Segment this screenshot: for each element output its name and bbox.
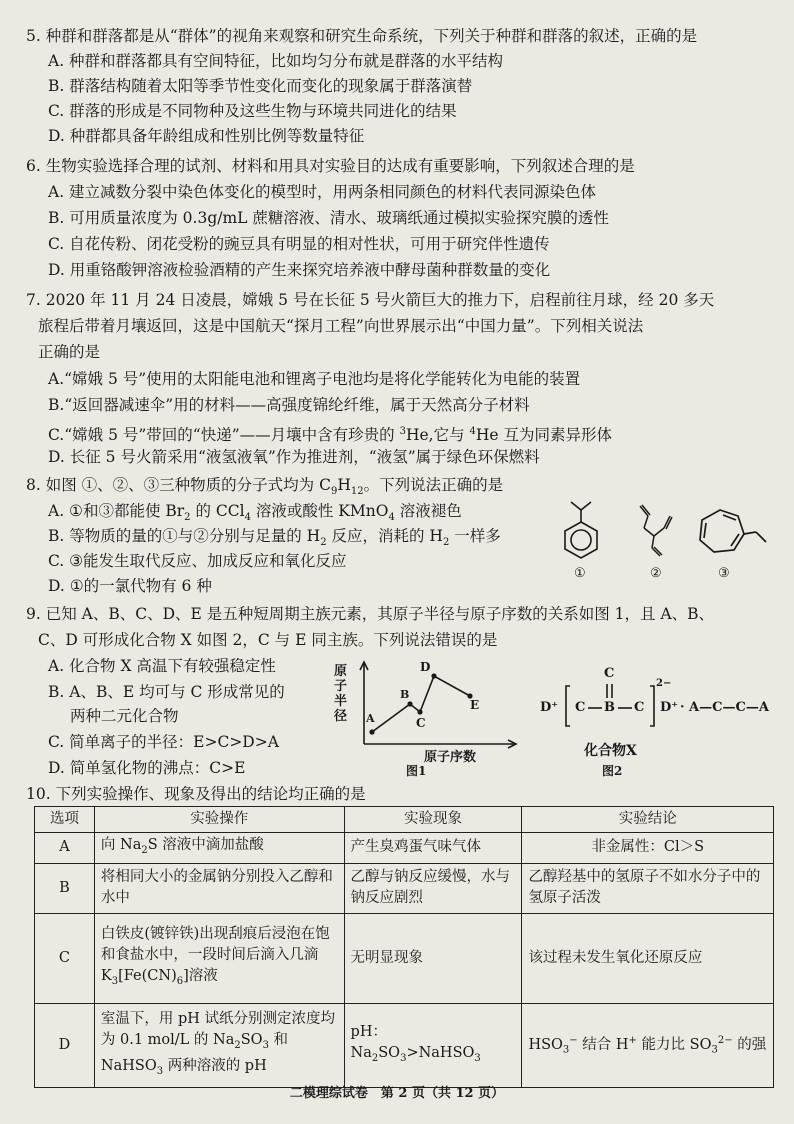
q7-option-d: D. 长征 5 号火箭采用“液氢液氧”作为推进剂，“液氢”属于绿色环保燃料 <box>48 448 540 466</box>
table-header-row <box>35 807 774 833</box>
molecule-2-triene <box>630 502 682 562</box>
row-b-option: B <box>35 863 95 913</box>
q9-option-b-cont: 两种二元化合物 <box>70 707 179 725</box>
q6-option-b: B. 可用质量浓度为 0.3g/mL 蔗糖溶液、清水、玻璃纸通过模拟实验探究膜的透性 <box>48 209 609 227</box>
q7-stem-line-3: 正确的是 <box>38 343 101 361</box>
header-conclusion: 实验结论 <box>522 807 774 833</box>
q6-option-d: D. 用重铬酸钾溶液检验酒精的产生来探究培养液中酵母菌种群数量的变化 <box>48 261 551 279</box>
fig2-left-atom: C <box>575 700 586 715</box>
header-option: 选项 <box>35 807 95 833</box>
q6-stem: 6. 生物实验选择合理的试剂、材料和用具对实验目的达成有重要影响，下列叙述合理的是 <box>26 157 635 175</box>
row-d-conclusion: $HSO_3^-$ 结合 H+ 能力比 $SO_3^{2-}$ 的强 <box>522 1003 774 1087</box>
fig1-point-b: B <box>400 688 410 701</box>
fig1-point-a: A <box>366 712 375 725</box>
fig2-top-atom: C <box>604 666 615 681</box>
q9-option-b: B. A、B、E 均可与 C 形成常见的 <box>48 683 285 701</box>
q8-option-c: C. ③能发生取代反应、加成反应和氧化反应 <box>48 552 347 570</box>
q9-stem-line-1: 9. 已知 A、B、C、D、E 是五种短周期主族元素，其原子半径与原子序数的关系如图 1，且 A、B、 <box>26 605 715 623</box>
fig2-caption: 图2 <box>602 764 623 778</box>
fig1-y-label: 原子半径 <box>334 664 348 724</box>
fig2-left-ion: D⁺ <box>540 700 559 715</box>
fig2-right-atom: C <box>634 700 645 715</box>
q9-stem-line-2: C、D 可形成化合物 X 如图 2，C 与 E 同主族。下列说法错误的是 <box>38 631 498 649</box>
table-row <box>35 833 774 864</box>
row-b-phenomenon: 乙醇与钠反应缓慢，水与钠反应剧烈 <box>344 863 522 913</box>
q7-option-b: B.“返回器减速伞”用的材料——高强度锦纶纤维，属于天然高分子材料 <box>48 396 530 414</box>
fig1-point-e: E <box>470 698 480 712</box>
fig2-center-atom: B <box>604 700 615 715</box>
page-footer: 二模理综试卷 第 2 页（共 12 页） <box>289 1086 505 1101</box>
row-b-conclusion: 乙醇羟基中的氢原子不如水分子中的氢原子活泼 <box>522 863 774 913</box>
header-operation: 实验操作 <box>94 807 344 833</box>
table-row <box>35 863 774 913</box>
q5-option-d: D. 种群都具备年龄组成和性别比例等数量特征 <box>48 127 365 145</box>
molecule-1-cumene <box>558 498 604 566</box>
q5-option-b: B. 群落结构随着太阳等季节性变化而变化的现象属于群落演替 <box>48 77 473 95</box>
row-c-operation: 白铁皮(镀锌铁)出现刮痕后浸泡在饱和食盐水中，一段时间后滴入几滴 $K_3[Fe(CN)_6]$溶液 <box>94 913 344 1003</box>
q9-figure-1 <box>334 660 524 780</box>
fig1-x-label: 原子序数 <box>424 750 477 765</box>
row-a-option: A <box>35 833 95 864</box>
q9-option-d: D. 简单氢化物的沸点：C>E <box>48 759 246 777</box>
row-a-operation: 向 $Na_2S$ 溶液中滴加盐酸 <box>94 833 344 864</box>
q7-option-c: C.“嫦娥 5 号”带回的“快递”——月壤中含有珍贵的 $^3$He,它与 $^4$He 互为同素异形体 <box>48 426 612 445</box>
row-c-option: C <box>35 913 95 1003</box>
row-d-operation: 室温下，用 pH 试纸分别测定浓度均为 0.1 mol/L 的 $Na_2SO_3$ 和 NaHSO$_3$ 两种溶液的 pH <box>94 1003 344 1087</box>
q5-option-a: A. 种群和群落都具有空间特征，比如均匀分布就是群落的水平结构 <box>48 52 504 70</box>
q8-stem: 8. 如图 ①、②、③三种物质的分子式均为 $C_9H_{12}$。下列说法正确的是 <box>26 476 504 498</box>
q8-option-a: A. ①和③都能使 $Br_2$ 的 CCl$_4$ 溶液或酸性 KMnO$_4$ 溶液褪色 <box>48 502 462 524</box>
molecule-1-label: ① <box>574 566 586 581</box>
fig1-caption: 图1 <box>406 764 427 778</box>
q8-option-b: B. 等物质的量的①与②分别与足量的 $H_2$ 反应，消耗的 $H_2$ 一样多 <box>48 527 501 549</box>
row-a-conclusion: 非金属性：Cl＞S <box>522 833 774 864</box>
molecule-3-ring <box>690 506 772 564</box>
row-d-option: D <box>35 1003 95 1087</box>
q9-figure-2 <box>540 664 780 780</box>
fig2-right-ion: D⁺ <box>660 700 679 715</box>
q7-stem-line-1: 7. 2020 年 11 月 24 日凌晨，嫦娥 5 号在长征 5 号火箭巨大的推力下，启程前往月球，经 20 多天 <box>26 291 715 309</box>
row-c-conclusion: 该过程未发生氧化还原反应 <box>522 913 774 1003</box>
q6-option-a: A. 建立减数分裂中染色体变化的模型时，用两条相同颜色的材料代表同源染色体 <box>48 183 597 201</box>
q9-option-c: C. 简单离子的半径：E>C>D>A <box>48 733 279 751</box>
table-row <box>35 1003 774 1087</box>
table-row <box>35 913 774 1003</box>
row-d-phenomenon: pH：$Na_2SO_3>NaHSO_3$ <box>344 1003 522 1087</box>
row-a-phenomenon: 产生臭鸡蛋气味气体 <box>344 833 522 864</box>
fig1-point-c: C <box>416 716 426 730</box>
q5-option-c: C. 群落的形成是不同物种及这些生物与环境共同进化的结果 <box>48 102 457 120</box>
q8-option-d: D. ①的一氯代物有 6 种 <box>48 577 212 595</box>
q7-option-a: A.“嫦娥 5 号”使用的太阳能电池和锂离子电池均是将化学能转化为电能的装置 <box>48 370 581 388</box>
q7-stem-line-2: 旅程后带着月壤返回，这是中国航天“探月工程”向世界展示出“中国力量”。下列相关说法 <box>38 317 644 335</box>
molecule-3-label: ③ <box>718 566 730 581</box>
fig2-name: 化合物X <box>584 743 637 759</box>
experiment-table <box>34 806 774 1088</box>
header-phenomenon: 实验现象 <box>344 807 522 833</box>
molecule-2-label: ② <box>650 566 662 581</box>
q5-stem: 5. 种群和群落都是从“群体”的视角来观察和研究生命系统，下列关于种群和群落的叙述，正确的是 <box>26 27 698 45</box>
row-b-operation: 将相同大小的金属钠分别投入乙醇和水中 <box>94 863 344 913</box>
fig2-charge: 2− <box>656 678 672 689</box>
q6-option-c: C. 自花传粉、闭花受粉的豌豆具有明显的相对性状，可用于研究伴性遗传 <box>48 235 550 253</box>
row-c-phenomenon: 无明显现象 <box>344 913 522 1003</box>
q10-stem: 10. 下列实验操作、现象及得出的结论均正确的是 <box>26 785 366 803</box>
fig1-point-d: D <box>420 660 431 674</box>
q9-option-a: A. 化合物 X 高温下有较强稳定性 <box>48 657 276 675</box>
fig2-chain: · A—C—C—A <box>680 700 769 715</box>
